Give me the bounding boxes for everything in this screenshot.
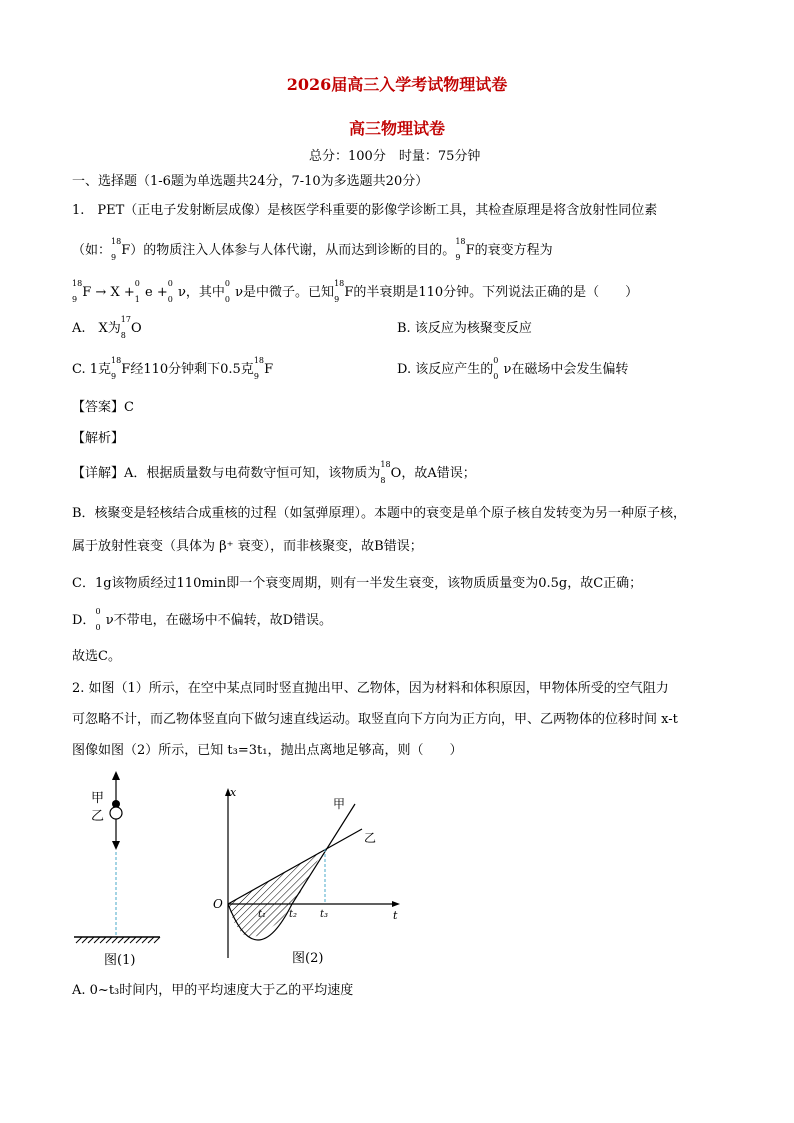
q2-line3: 图像如图（2）所示，已知 t₃=3t₁，抛出点离地足够高，则（ ） — [72, 743, 463, 758]
neutrino-nuclide-2: 0 0 — [224, 279, 230, 304]
fig2-caption: 图(2) — [292, 951, 324, 966]
q1-line3-a: F → X + — [82, 285, 135, 300]
section-heading: 一、选择题（1-6题为单选题共24分，7-10为多选题共20分） — [72, 174, 429, 189]
fig1-label-jia: 甲 — [91, 791, 105, 806]
f18-nuclide-3: 18 9 — [72, 279, 83, 304]
t2-label: t₂ — [289, 909, 298, 920]
axis-label-t: t — [393, 909, 398, 922]
curve-label-yi: 乙 — [364, 831, 377, 845]
q1-line3-d: ν是中微子。已知 — [235, 285, 335, 300]
q1-line3-e: F的半衰期是110分钟。下列说法正确的是（ ） — [344, 285, 639, 300]
ground-hatch — [76, 937, 160, 943]
f18-nuclide-2: 18 9 — [455, 237, 466, 262]
f18-nuclide-4: 18 9 — [334, 279, 345, 304]
figure-2 — [200, 780, 415, 970]
q1-line2 — [72, 237, 553, 262]
score-info: 总分：100分 时量：75分钟 — [309, 149, 481, 164]
q1-line3-b: e + — [145, 285, 168, 300]
positron-nuclide: 0 1 — [134, 279, 140, 304]
q1-line1: 1. PET（正电子发射断层成像）是核医学科重要的影像学诊断工具，其检查原理是将含放射性同位素 — [72, 203, 658, 218]
q1-line3 — [72, 279, 639, 304]
hatched-area — [228, 849, 325, 938]
fig1-caption: 图(1) — [104, 953, 136, 968]
q1-line2-a: （如： — [72, 243, 112, 258]
detail-a: 【详解】A．根据质量数与电荷数守恒可知，该物质为 18 8 O，故A错误； — [72, 460, 476, 485]
detail-c: C．1g该物质经过110min即一个衰变周期，则有一半发生衰变，该物质质量变为0.5g，故C正确； — [72, 576, 643, 591]
t-axis-arrow — [392, 901, 400, 907]
neutrino-nuclide-4: 0 0 — [95, 607, 101, 632]
conclusion: 故选C。 — [72, 649, 121, 664]
o17-nuclide: 17 8 — [120, 315, 131, 340]
fig1-label-yi: 乙 — [91, 809, 105, 824]
t1-label: t₁ — [258, 909, 267, 920]
q1-option-d: D. 该反应产生的 0 0 ν在磁场中会发生偏转 — [397, 356, 629, 381]
origin-label: O — [213, 897, 223, 911]
answer-tag: 【答案】C — [72, 400, 134, 415]
detail-b1: B．核聚变是轻核结合成重核的过程（如氢弹原理）。本题中的衰变是单个原子核自发转变为另一种原子核， — [72, 506, 687, 521]
q2-line2: 可忽略不计，而乙物体竖直向下做匀速直线运动。取竖直向下方向为正方向，甲、乙两物体的位移时间 x-t — [72, 712, 678, 727]
neutrino-nuclide-3: 0 0 — [493, 356, 499, 381]
figure-1 — [60, 768, 180, 973]
q1-line2-c: F的衰变方程为 — [465, 243, 553, 258]
detail-b2: 属于放射性衰变（具体为 β⁺ 衰变），而非核聚变，故B错误； — [72, 539, 423, 554]
f18-nuclide-6: 18 9 — [253, 356, 264, 381]
o18-nuclide: 18 8 — [380, 460, 391, 485]
exam-title: 2026届高三入学考试物理试卷 — [286, 75, 508, 94]
q1-option-c: C. 1克 18 9 F经110分钟剩下0.5克 18 9 F — [72, 356, 274, 381]
axis-label-x: x — [230, 786, 237, 799]
exam-subtitle: 高三物理试卷 — [348, 119, 445, 138]
q1-line3-c: ν，其中 — [177, 285, 225, 300]
arrow-up-head — [112, 771, 120, 780]
q1-line2-b: F）的物质注入人体参与人体代谢，从而达到诊断的目的。 — [121, 243, 456, 258]
q1-option-b: B. 该反应为核聚变反应 — [397, 321, 532, 336]
detail-d: D． 0 0 ν不带电，在磁场中不偏转，故D错误。 — [72, 607, 333, 632]
ball-yi — [110, 807, 122, 819]
neutrino-nuclide: 0 0 — [167, 279, 173, 304]
q2-option-a: A. 0~t₃时间内，甲的平均速度大于乙的平均速度 — [72, 983, 354, 998]
f18-nuclide: 18 9 — [111, 237, 122, 262]
t3-label: t₃ — [320, 909, 329, 920]
analysis-tag: 【解析】 — [72, 431, 125, 446]
curve-label-jia: 甲 — [333, 797, 346, 811]
q1-option-a: A. X为 17 8 O — [72, 315, 142, 340]
f18-nuclide-5: 18 9 — [111, 356, 122, 381]
q2-line1: 2. 如图（1）所示，在空中某点同时竖直抛出甲、乙物体，因为材料和体积原因，甲物体所受的空气阻力 — [72, 681, 669, 696]
arrow-down-head — [112, 841, 120, 850]
